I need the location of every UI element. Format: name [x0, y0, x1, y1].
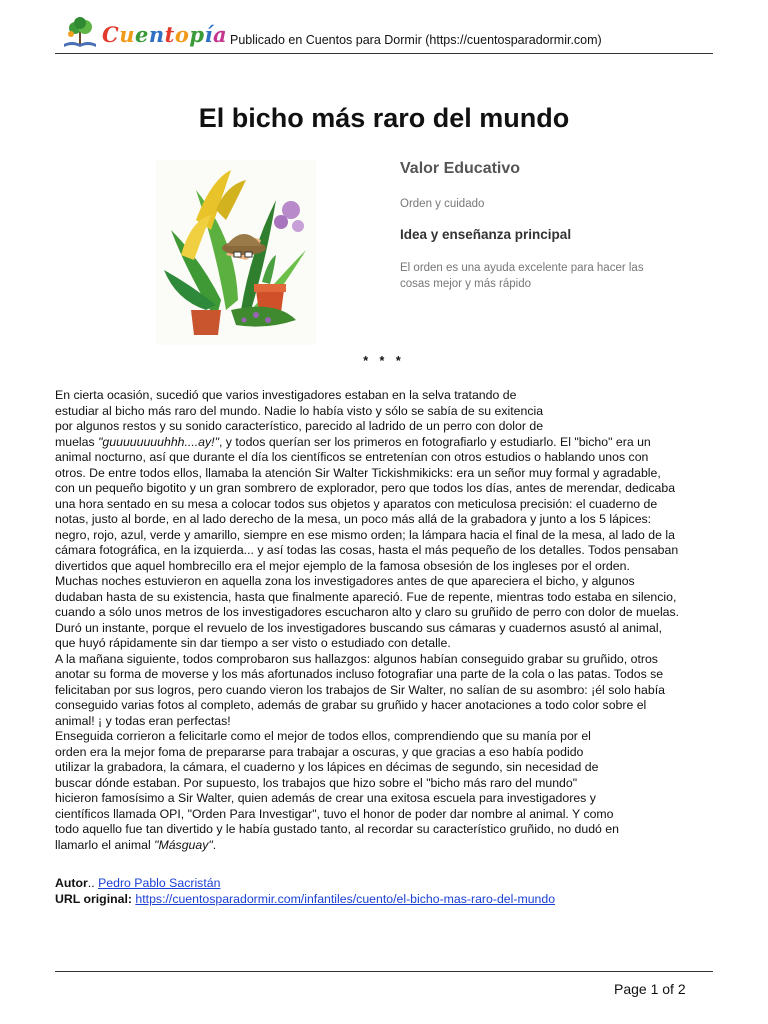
story-line: En cierta ocasión, sucedió que varios investigadores estaban en la selva tratando de [55, 388, 517, 402]
story-line: otros. De entre todos ellos, llamaba la atención Sir Walter Tickishmikicks: era un señor muy formal y agradable, [55, 465, 661, 480]
story-line: hicieron famosísimo a Sir Walter, quien además de crear una exitosa escuela para investigadores y [55, 791, 596, 805]
story-emphasis: "Másguay" [154, 837, 213, 852]
logo-char: C [102, 22, 120, 47]
story-line: felicitaban por sus logros, pero cuando vieron los trabajos de Sir Walter, no salían de su asombro: ¡él solo había [55, 682, 665, 697]
story-line: divertidos que aquel hombrecillo era el mejor ejemplo de la famosa obsesión de los ingleses por el orden. [55, 558, 630, 573]
logo-char: t [164, 22, 175, 47]
story-credits [55, 876, 715, 907]
page-header [55, 14, 713, 54]
header-rule [55, 53, 713, 54]
story-line: animal nocturno, así que durante el día los científicos se entretenían con otros estudios o hablando unos con [55, 450, 649, 464]
cuentopia-logo[interactable] [60, 16, 228, 50]
story-line: cuando a sólo unos metros de los investigadores escucharon alto y claro su gruñido de perro con dolor de muelas. [55, 605, 680, 619]
logo-char: p [189, 22, 205, 47]
story-line: Enseguida corrieron a felicitarle como el mejor de todos ellos, comprendiendo que su manía por el [55, 729, 591, 743]
footer-rule [55, 971, 713, 972]
url-line [55, 892, 715, 908]
story-line: cámara fotográfica, en la izquierda... y así todas las cosas, hasta el más pequeño de los detalles. Todos pensaban [55, 543, 679, 557]
story-line: conseguido varias fotos al completo, además de grabar su gruñido y hacer anotaciones a todo color sobre el [55, 698, 647, 712]
logo-char: u [119, 22, 135, 47]
url-label: URL original: [55, 891, 132, 906]
book-tree-icon [60, 16, 100, 50]
story-line: buscar dónde estaban. Por supuesto, los trabajos que hizo sobre el "bicho más raro del mundo" [55, 775, 578, 790]
idea-heading: Idea y enseñanza principal [400, 227, 572, 242]
idea-text-line: El orden es una ayuda excelente para hacer las [400, 262, 644, 274]
published-note: Publicado en Cuentos para Dormir (https://cuentosparadormir.com) [230, 33, 602, 47]
logo-char: a [213, 22, 228, 47]
story-line: negro, rojo, azul, verde y amarillo, siempre en ese mismo orden; la lámpara hacia el final de la mesa, al lado de la [55, 527, 675, 542]
story-line: dudaban hasta de su existencia, hasta que finalmente apareció. Fue de repente, mientras todo estaba en silencio, [55, 589, 677, 604]
logo-char: e [135, 22, 149, 47]
story-emphasis: "guuuuuuuuhhh....ay!" [98, 434, 219, 449]
plants-explorer-illustration [156, 160, 316, 345]
story-line: Duró un instante, porque el revuelo de los investigadores buscando sus cámaras y cuadernos asustó al animal, [55, 620, 662, 635]
author-label: Autor [55, 876, 88, 890]
author-line [55, 876, 715, 892]
story-line: que huyó rápidamente sin dar tiempo a ser visto o estudiado con detalle. [55, 636, 451, 650]
story-illustration [156, 160, 316, 345]
story-line: una hora sentado en su mesa a colocar todos sus objetos y aparatos con meticulosa precisión: el cuaderno de [55, 496, 658, 511]
story-line: orden era la mejor foma de prepararse para trabajar a oscuras, y que gracias a eso había podido [55, 744, 584, 759]
value-heading: Valor Educativo [400, 160, 521, 177]
logo-char: í [204, 22, 214, 47]
story-body [55, 388, 715, 853]
logo-char: o [174, 22, 190, 47]
author-separator: .. [87, 876, 95, 890]
story-line: anotar su forma de moverse y los más afortunados incluso fotografiar una parte de la cola o las patas. Todos se [55, 667, 664, 681]
story-line: con un pequeño bigotito y un gran sombrero de explorador, pero que todos los días, antes de merendar, dedicaba [55, 481, 676, 495]
story-line: muelas "guuuuuuuuhhh....ay!", y todos querían ser los primeros en fotografiarlo y estudiarlo. El "bicho" era un [55, 434, 651, 449]
idea-text-line: cosas mejor y más rápido [400, 278, 532, 290]
value-text: Orden y cuidado [400, 198, 485, 210]
story-line: por algunos restos y su sonido característico, parecido al ladrido de un perro con dolor de [55, 419, 544, 433]
story-line: A la mañana siguiente, todos comprobaron sus hallazgos: algunos habían conseguido grabar su gruñido, otros [55, 651, 658, 666]
author-link[interactable]: Pedro Pablo Sacristán [98, 876, 221, 890]
story-line: animal! ¡ y todas eran perfectas! [55, 713, 231, 728]
story-line: científicos llamada OPI, "Orden Para Investigar", tuvo el honor de poder dar nombre al animal. Y como [55, 806, 614, 821]
logo-char: n [148, 22, 165, 47]
story-line: estudiar al bicho más raro del mundo. Nadie lo había visto y sólo se sabía de su exitencia [55, 403, 544, 418]
story-line: utilizar la grabadora, la cámara, el cuaderno y los lápices en décimas de segundo, sin necesidad de [55, 760, 599, 774]
story-line: Muchas noches estuvieron en aquella zona los investigadores antes de que apareciera el bicho, y algunos [55, 574, 635, 588]
section-separator: * * * [363, 354, 405, 368]
original-url-link[interactable]: https://cuentosparadormir.com/infantiles/cuento/el-bicho-mas-raro-del-mundo [135, 891, 556, 906]
page-number: Page 1 of 2 [614, 981, 686, 997]
logo-text [102, 22, 227, 47]
story-line: todo aquello fue tan divertido y le había gustado tanto, al recordar su característico gruñido, no dudó en [55, 822, 619, 836]
story-line: notas, justo al borde, en al lado derecho de la mesa, un poco más allá de la grabadora y junto a los 5 lápices: [55, 512, 652, 526]
story-line: llamarlo el animal "Másguay". [55, 837, 217, 852]
page-title: El bicho más raro del mundo [198, 103, 570, 133]
